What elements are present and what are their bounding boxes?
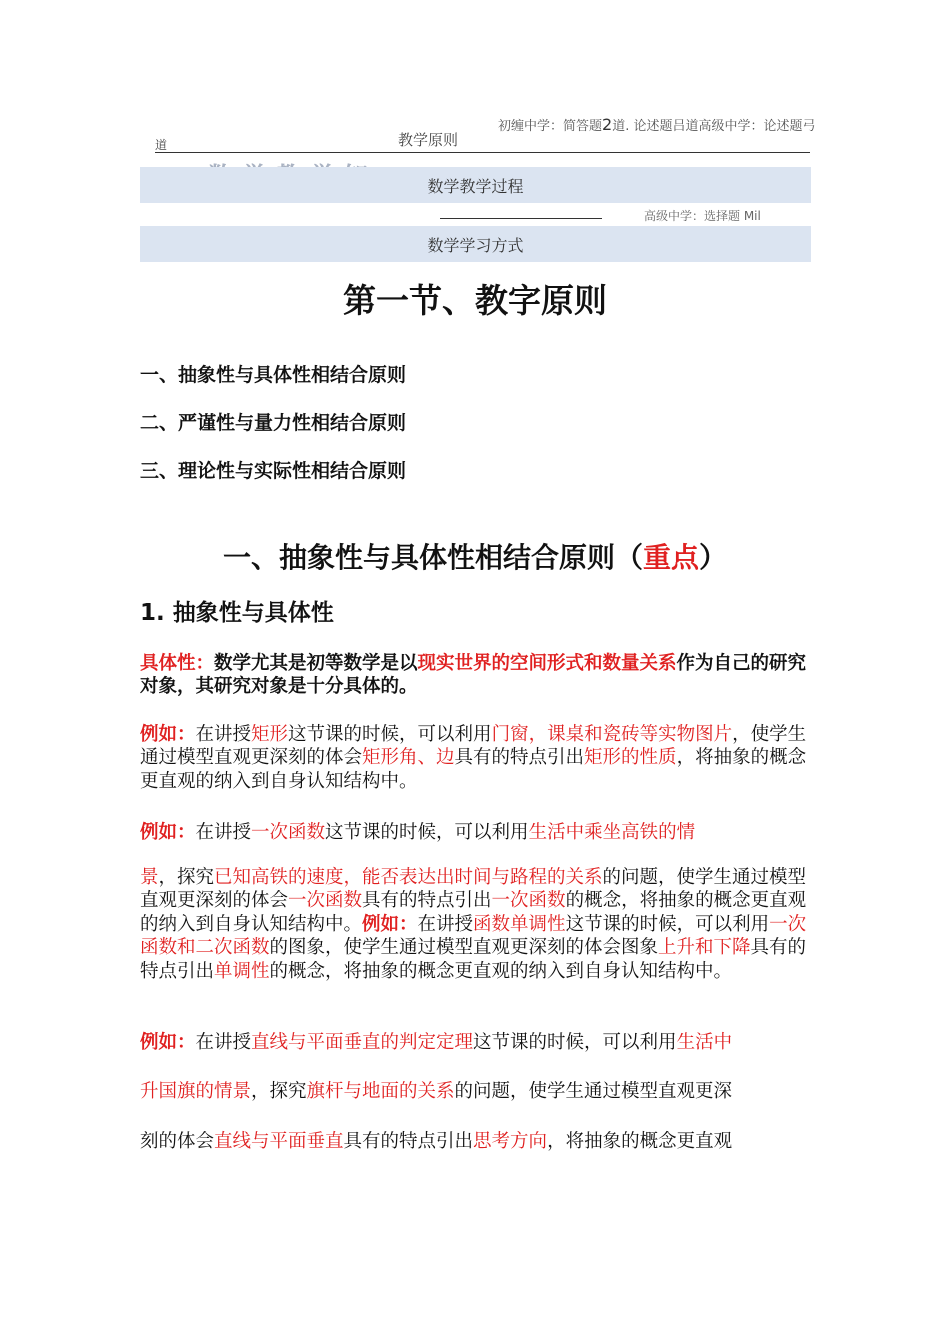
page-title: 第一节、教字原则: [343, 281, 607, 320]
paragraph-example-perpendicular-line3: 刻的体会直线与平面垂直具有的特点引出思考方向，将抽象的概念更直观: [140, 1131, 733, 1152]
header-left-fragment: 道: [155, 138, 168, 152]
paragraph-example-perpendicular-line1: 例如：在讲授直线与平面垂直的判定定理这节课的时候，可以利用生活中: [140, 1032, 733, 1053]
header-divider: [155, 152, 810, 153]
paragraph-example-linear-function: 景，探究已知高铁的速度，能否表达出时间与路程的关系的问题，使学生通过模型直观更深刻的体会一次函数具有的特点引出一次函数的概念，将抽象的概念更直观的纳入到自身认知结构中。例如：在讲授函数单调性这节课的时候，可以利用一次函数和二次函数的图象，使学生通过模型直观更深刻的体会图象上升和下降具有的特点引出单调性的概念，将抽象的概念更直观的纳入到自身认知结构中。: [140, 867, 807, 982]
paragraph-example-perpendicular-line2: 升国旗的情景，探究旗杆与地面的关系的问题，使学生通过模型直观更深: [140, 1081, 733, 1102]
mindmap-bar-teaching-process: 数学教学过程: [140, 167, 811, 203]
paragraph-example-linear-function-line1: 例如：在讲授一次函数这节课的时候，可以利用生活中乘坐高铁的情: [140, 822, 696, 843]
header-center-label: 教学原则: [398, 131, 459, 149]
paragraph-concreteness: 具体性：数学尤其是初等数学是以现实世界的空间形式和数量关系作为自己的研究对象，其研究对象是十分具体的。: [140, 653, 807, 698]
mindmap-bar-learning-style: 数学学习方式: [140, 226, 811, 262]
toc-item-1: 一、抽象性与具体性相结合原则: [140, 364, 407, 386]
section-heading: 一、抽象性与具体性相结合原则（重点）: [222, 541, 728, 574]
subheading: 1. 抽象性与具体性: [140, 600, 334, 626]
toc-item-2: 二、严谨性与量力性相结合原则: [140, 412, 407, 434]
paragraph-example-rectangle: 例如：在讲授矩形这节课的时候，可以利用门窗，课桌和瓷砖等实物图片，使学生通过模型直观更深刻的体会矩形角、边具有的特点引出矩形的性质，将抽象的概念更直观的纳入到自身认知结构中。: [140, 724, 807, 792]
toc-item-3: 三、理论性与实际性相结合原则: [140, 460, 407, 482]
underline-fragment: [440, 218, 602, 219]
header-note: 初缠中学：简答题2道. 论述题吕道高级中学：论述题弓: [498, 115, 816, 134]
ghost-small-text: 高级中学：选择题 Mil: [644, 209, 761, 223]
